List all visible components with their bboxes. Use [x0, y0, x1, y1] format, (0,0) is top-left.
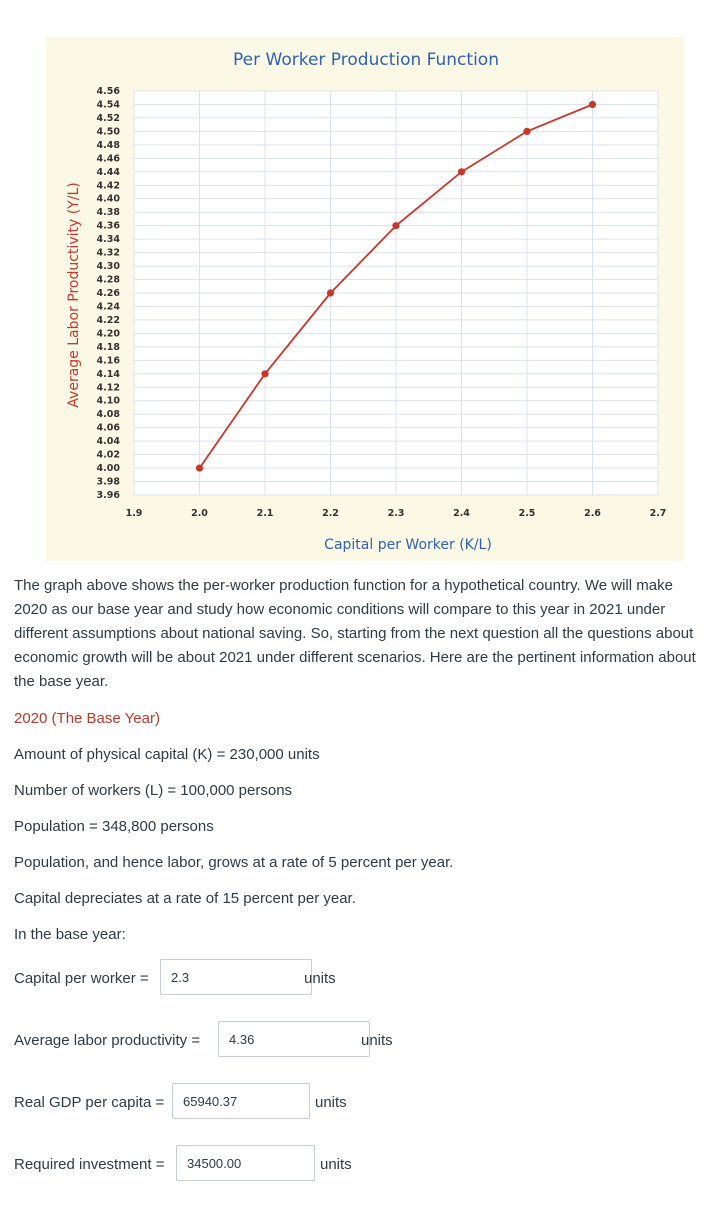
base-year-label: In the base year: [14, 926, 126, 943]
y-tick-label: 4.12 [96, 382, 120, 394]
x-tick-labels [126, 508, 667, 519]
x-tick-label: 2.2 [322, 508, 339, 519]
y-tick-label: 4.48 [96, 139, 120, 151]
y-tick-label: 4.30 [96, 261, 120, 273]
x-tick-label: 2.7 [649, 508, 667, 519]
y-tick-label: 4.18 [96, 341, 120, 353]
x-tick-label: 2.0 [191, 508, 208, 519]
capital-per-worker-label: Capital per worker = [14, 970, 149, 987]
y-tick-label: 4.02 [96, 449, 120, 461]
chart-title: Per Worker Production Function [233, 50, 499, 70]
capital-per-worker-input[interactable]: 2.3 [160, 959, 312, 995]
y-tick-label: 4.50 [96, 126, 120, 138]
data-point [196, 464, 203, 471]
y-tick-label: 3.98 [96, 476, 120, 488]
x-tick-label: 2.6 [584, 508, 601, 519]
y-tick-label: 4.26 [96, 288, 120, 299]
capital-per-worker-unit: units [304, 970, 336, 987]
base-year-heading: 2020 (The Base Year) [14, 710, 160, 727]
y-tick-label: 4.46 [96, 153, 120, 165]
capital-fact: Amount of physical capital (K) = 230,000 units [14, 746, 320, 763]
y-tick-label: 4.16 [96, 355, 120, 367]
y-tick-label: 3.96 [96, 490, 120, 501]
x-tick-label: 2.3 [387, 508, 405, 519]
y-tick-label: 4.24 [96, 301, 120, 313]
y-tick-label: 4.54 [96, 99, 120, 111]
gdp-per-capita-label: Real GDP per capita = [14, 1094, 165, 1111]
data-point [523, 128, 530, 135]
y-tick-label: 4.52 [96, 112, 120, 124]
labor-productivity-row [14, 1021, 414, 1061]
x-tick-label: 2.4 [453, 508, 470, 519]
y-tick-label: 4.20 [96, 328, 120, 340]
y-tick-label: 4.44 [96, 166, 120, 178]
y-tick-label: 4.06 [96, 422, 120, 434]
production-function-chart [46, 37, 684, 561]
y-axis-label: Average Labor Productivity (Y/L) [66, 182, 82, 408]
gdp-per-capita-row [14, 1083, 374, 1123]
y-tick-label: 4.04 [96, 436, 120, 448]
data-point [327, 289, 334, 296]
y-tick-label: 4.40 [96, 193, 120, 205]
growth-fact: Population, and hence labor, grows at a rate of 5 percent per year. [14, 854, 454, 871]
x-tick-label: 2.5 [518, 508, 536, 519]
intro-paragraph: The graph above shows the per-worker production function for a hypothetical country. We will make 2020 as our base year and study how economic conditions will compare to this year in 2021 under different assumptions about national saving. So, starting from the next question all the questions about economic growth will be about 2021 under different scenarios. Here are the pertinent information about the base year. [14, 577, 696, 690]
y-tick-label: 4.32 [96, 247, 120, 259]
x-tick-label: 1.9 [125, 508, 143, 519]
y-tick-label: 4.36 [96, 220, 120, 232]
y-tick-label: 4.22 [96, 314, 120, 326]
y-tick-labels [97, 86, 121, 501]
y-tick-label: 4.42 [96, 180, 120, 192]
chart-svg [46, 37, 684, 561]
depreciation-fact: Capital depreciates at a rate of 15 percent per year. [14, 890, 356, 907]
y-tick-label: 4.34 [96, 234, 120, 246]
required-investment-input[interactable]: 34500.00 [176, 1145, 315, 1181]
y-tick-label: 4.28 [96, 274, 120, 286]
y-tick-label: 4.14 [96, 368, 120, 380]
y-tick-label: 4.38 [96, 207, 120, 219]
y-tick-label: 4.56 [96, 86, 120, 97]
y-tick-label: 4.08 [96, 409, 120, 421]
required-investment-label: Required investment = [14, 1156, 165, 1173]
gdp-per-capita-input[interactable]: 65940.37 [172, 1083, 310, 1119]
population-fact: Population = 348,800 persons [14, 818, 214, 835]
y-tick-label: 4.00 [96, 463, 120, 475]
gdp-per-capita-unit: units [315, 1094, 347, 1111]
data-point [261, 370, 268, 377]
labor-productivity-label: Average labor productivity = [14, 1032, 201, 1049]
x-tick-label: 2.1 [256, 508, 274, 519]
labor-productivity-unit: units [361, 1032, 393, 1049]
workers-fact: Number of workers (L) = 100,000 persons [14, 782, 293, 799]
required-investment-row [14, 1145, 384, 1185]
data-point [392, 222, 399, 229]
data-point [589, 101, 596, 108]
data-point [458, 168, 465, 175]
required-investment-unit: units [320, 1156, 352, 1173]
labor-productivity-input[interactable]: 4.36 [218, 1021, 370, 1057]
y-tick-label: 4.10 [96, 395, 120, 407]
x-axis-label: Capital per Worker (K/L) [324, 537, 492, 553]
capital-per-worker-row [14, 959, 354, 999]
